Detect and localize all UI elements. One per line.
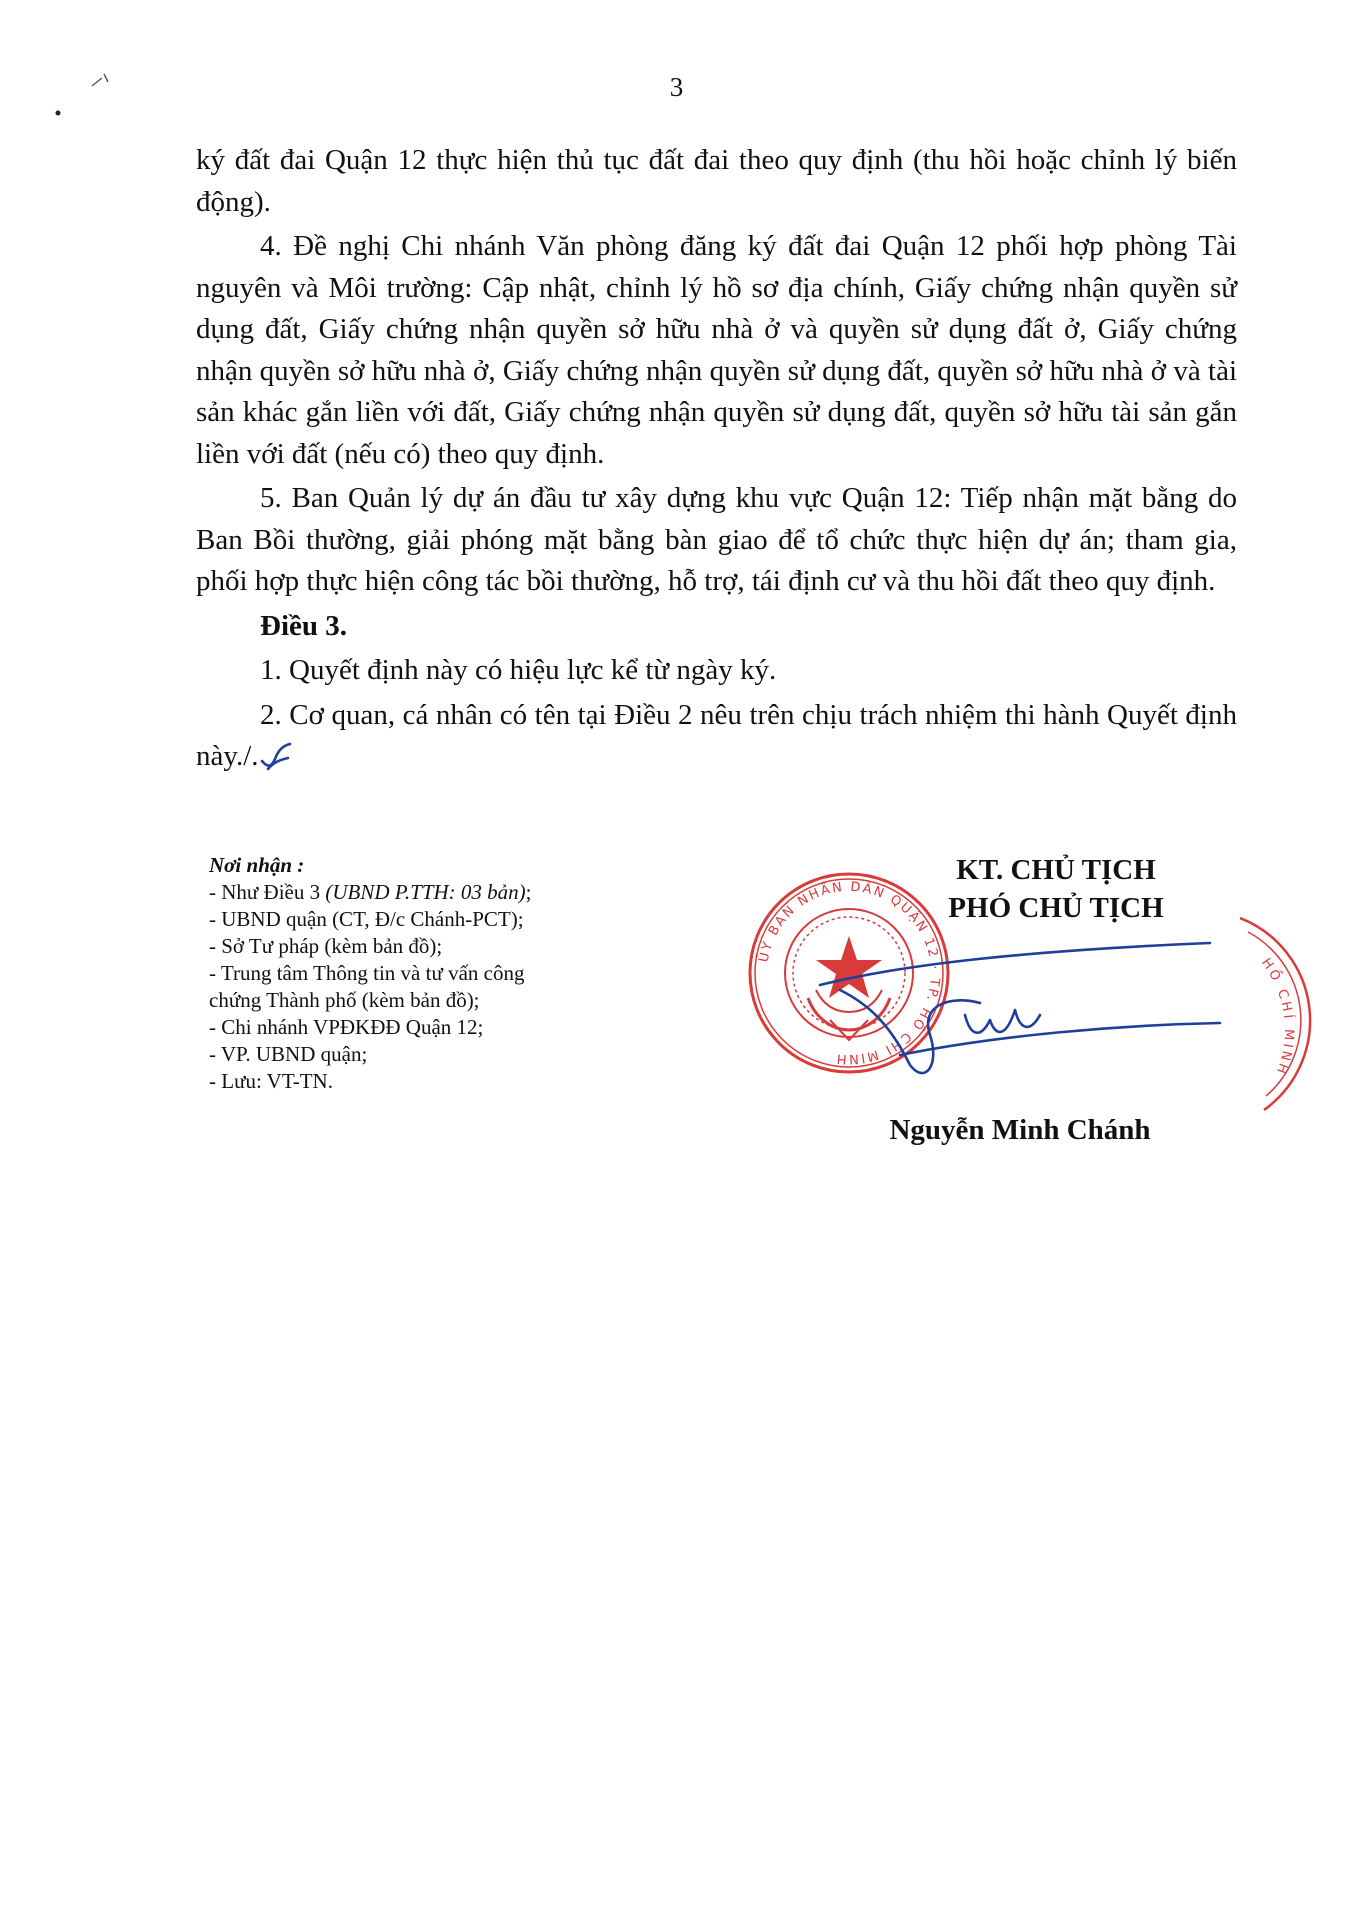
paragraph-article-3-item-1: 1. Quyết định này có hiệu lực kể từ ngày ký. <box>260 654 777 686</box>
paragraph-continuation: ký đất đai Quận 12 thực hiện thủ tục đất đai theo quy định (thu hồi hoặc chỉnh lý biến động). <box>196 144 1237 218</box>
paragraph-article-3-item-2 <box>196 695 1237 778</box>
recipient-item <box>209 879 649 906</box>
signer-title-line-1: KT. CHỦ TỊCH <box>956 854 1156 886</box>
recipient-item-suffix: ; <box>525 880 532 904</box>
paragraph-article-3-item-2-text: 2. Cơ quan, cá nhân có tên tại Điều 2 nêu trên chịu trách nhiệm thi hành Quyết định này./. <box>196 698 1237 772</box>
recipient-item: - Sở Tư pháp (kèm bản đồ); <box>209 934 443 958</box>
page-number: 3 <box>669 72 684 102</box>
handwritten-tick-icon <box>259 741 293 771</box>
handwritten-signature-icon <box>780 915 1250 1090</box>
recipient-item-text: - Như Điều 3 <box>209 880 326 904</box>
recipient-item: - Lưu: VT-TN. <box>209 1069 333 1093</box>
scan-speck <box>54 104 62 122</box>
paragraph-item-5: 5. Ban Quản lý dự án đầu tư xây dựng khu vực Quận 12: Tiếp nhận mặt bằng do Ban Bồi thường, giải phóng mặt bằng bàn giao để tổ chức thực hiện dự án; tham gia, phối hợp thực hiện công tác bồi thường, hỗ trợ, tái định cư và thu hồi đất theo quy định. <box>196 482 1237 597</box>
partial-seal-icon <box>1240 910 1353 1120</box>
svg-text:HỒ CHÍ MINH <box>1258 956 1296 1078</box>
signer-name: Nguyễn Minh Chánh <box>889 1114 1151 1146</box>
document-body <box>196 140 1237 778</box>
seal-text: ỦY BAN NHÂN DÂN QUẬN 12 · TP. HỒ CHÍ MINH <box>756 879 943 1067</box>
recipients-title: Nơi nhận : <box>209 853 305 877</box>
recipient-item-note: (UBND P.TTH: 03 bản) <box>325 880 526 904</box>
recipient-item: - Trung tâm Thông tin và tư vấn công <box>209 961 525 985</box>
recipient-item: - UBND quận (CT, Đ/c Chánh-PCT); <box>209 907 524 931</box>
recipients-block <box>209 852 649 1095</box>
partial-seal-text: HỒ CHÍ MINH <box>1258 955 1297 1079</box>
paragraph-item-4: 4. Đề nghị Chi nhánh Văn phòng đăng ký đất đai Quận 12 phối hợp phòng Tài nguyên và Môi trường: Cập nhật, chỉnh lý hồ sơ địa chính, Giấy chứng nhận quyền sử dụng đất, Giấy chứng nhận quyền sở hữu nhà ở và quyền sử dụng đất ở, Giấy chứng nhận quyền sở hữu nhà ở, Giấy chứng nhận quyền sử dụng đất, quyền sở hữu nhà ở và tài sản khác gắn liền với đất, Giấy chứng nhận quyền sử dụng đất, quyền sở hữu tài sản gắn liền với đất (nếu có) theo quy định. <box>196 230 1237 470</box>
article-3-heading: Điều 3. <box>260 609 347 642</box>
recipient-item: - VP. UBND quận; <box>209 1042 368 1066</box>
recipient-item: - Chi nhánh VPĐKĐĐ Quận 12; <box>209 1015 484 1039</box>
recipient-item: chứng Thành phố (kèm bản đồ); <box>209 988 480 1012</box>
signer-title-line-2: PHÓ CHỦ TỊCH <box>948 892 1164 924</box>
